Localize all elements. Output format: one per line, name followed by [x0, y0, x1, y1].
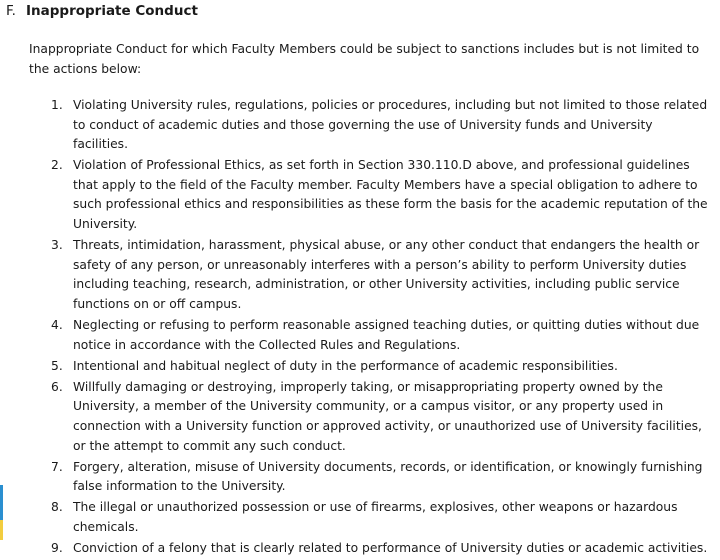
list-item-text: Violation of Professional Ethics, as set forth in Section 330.110.D above, and professional guidelines that apply to the field of the Faculty member. Faculty Members have a special obligation to adhere to such professional ethics and responsibilities as these form the basis for the academic reputation of the University.	[73, 158, 708, 232]
list-item-number: 8.	[51, 500, 63, 515]
edge-accent-blue	[0, 485, 3, 520]
list-item-text: Threats, intimidation, harassment, physical abuse, or any other conduct that endangers the health or safety of any person, or unreasonably interferes with a person’s ability to perform University duties including teaching, research, administration, or other University activities, including public service functions on or off campus.	[73, 238, 700, 311]
list-item-text: Willfully damaging or destroying, improperly taking, or misappropriating property owned by the University, a member of the University community, or a campus visitor, or any property used in connection with a University function or approved activity, or unauthorized use of University facilities, or the attempt to commit any such conduct.	[73, 379, 702, 453]
list-item	[0, 236, 720, 314]
list-item-number: 1.	[51, 98, 63, 112]
section-intro: Inappropriate Conduct for which Faculty Members could be subject to sanctions includes but is not limited to the actions below:	[29, 42, 700, 76]
list-item	[0, 539, 720, 559]
list-item	[0, 316, 720, 355]
list-item-number: 6.	[51, 379, 63, 394]
list-item-text: Intentional and habitual neglect of duty in the performance of academic responsibilities.	[73, 358, 618, 373]
section-heading	[6, 2, 198, 20]
conduct-list	[0, 96, 720, 560]
list-item-number: 2.	[51, 158, 63, 173]
list-item-number: 9.	[51, 541, 63, 556]
section-title: Inappropriate Conduct	[26, 3, 198, 19]
list-item-text: Conviction of a felony that is clearly related to performance of University duties or academic activities.	[73, 541, 708, 556]
edge-accent-yellow	[0, 520, 3, 540]
section-letter: F.	[6, 3, 16, 19]
list-item-number: 3.	[51, 238, 63, 253]
list-item-number: 7.	[51, 459, 63, 474]
list-item	[0, 458, 720, 497]
list-item-text: Forgery, alteration, misuse of University documents, records, or identification, or knowingly furnishing false information to the University.	[73, 459, 703, 494]
list-item	[0, 156, 720, 234]
list-item-text: The illegal or unauthorized possession or use of firearms, explosives, other weapons or hazardous chemicals.	[73, 500, 678, 534]
list-item	[0, 378, 720, 456]
list-item	[0, 357, 720, 377]
list-item	[0, 498, 720, 537]
list-item	[0, 96, 720, 155]
list-item-text: Violating University rules, regulations, policies or procedures, including but not limited to those related to conduct of academic duties and those governing the use of University funds and University facilities.	[73, 98, 708, 152]
list-item-text: Neglecting or refusing to perform reasonable assigned teaching duties, or quitting duties without due notice in accordance with the Collected Rules and Regulations.	[73, 318, 700, 352]
list-item-number: 5.	[51, 358, 63, 373]
list-item-number: 4.	[51, 318, 63, 333]
